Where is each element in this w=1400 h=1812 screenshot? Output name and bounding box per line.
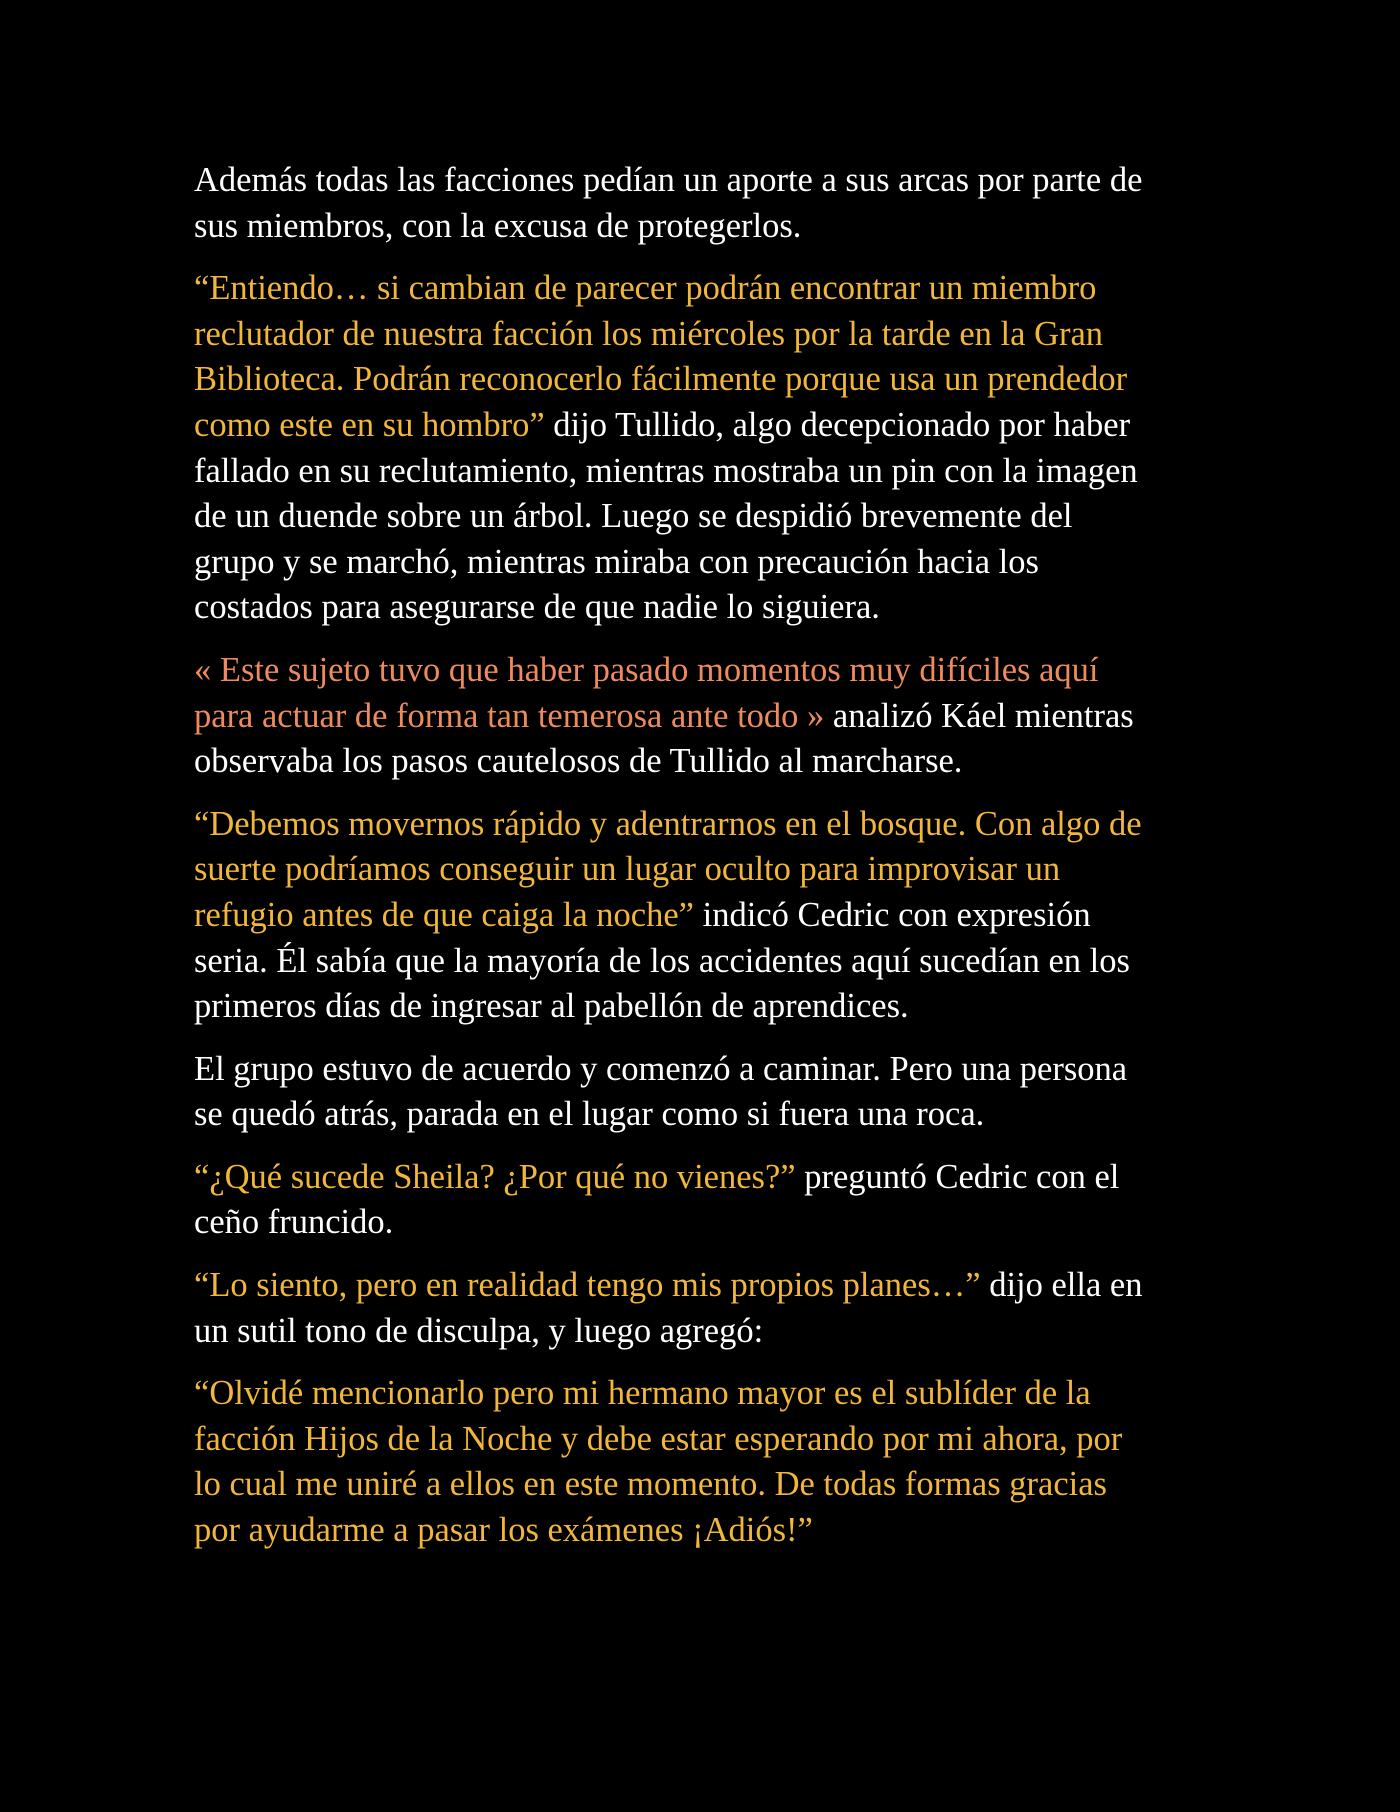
thought-text: para actuar de forma tan temerosa ante todo » (194, 696, 825, 735)
dialogue-text: refugio antes de que caiga la noche” (194, 895, 694, 934)
text-line (194, 739, 1214, 785)
narration-text: seria. Él sabía que la mayoría de los accidentes aquí sucedían en los (194, 941, 1130, 980)
paragraph (194, 158, 1214, 249)
text-line (194, 984, 1214, 1030)
text-line (194, 1371, 1214, 1417)
text-line (194, 648, 1214, 694)
text-line (194, 847, 1214, 893)
text-line (194, 1092, 1214, 1138)
thought-text: « Este sujeto tuvo que haber pasado momentos muy difíciles aquí (194, 650, 1099, 689)
text-line (194, 540, 1214, 586)
narration-text: se quedó atrás, parada en el lugar como si fuera una roca. (194, 1095, 985, 1134)
dialogue-text: “Lo siento, pero en realidad tengo mis propios planes…” (194, 1266, 981, 1305)
text-line (194, 1200, 1214, 1246)
narration-text: indicó Cedric con expresión (694, 895, 1091, 934)
narration-text: observaba los pasos cautelosos de Tullido al marcharse. (194, 742, 963, 781)
narration-text: preguntó Cedric con el (795, 1157, 1120, 1196)
narration-text: grupo y se marchó, mientras miraba con precaución hacia los (194, 542, 1039, 581)
text-line (194, 494, 1214, 540)
dialogue-text: “Olvidé mencionarlo pero mi hermano mayor es el sublíder de la (194, 1374, 1091, 1413)
paragraph (194, 802, 1214, 1030)
narration-text: Además todas las facciones pedían un aporte a sus arcas por parte de (194, 161, 1143, 199)
text-line (194, 802, 1214, 848)
narration-text: ceño fruncido. (194, 1203, 394, 1242)
text-line (194, 585, 1214, 631)
narration-text: dijo ella en (980, 1266, 1143, 1305)
text-line (194, 403, 1214, 449)
book-page (194, 158, 1214, 1571)
dialogue-text: “Debemos movernos rápido y adentrarnos en el bosque. Con algo de (194, 804, 1142, 843)
narration-text: fallado en su reclutamiento, mientras mostraba un pin con la imagen (194, 451, 1138, 490)
paragraph (194, 266, 1214, 631)
text-line (194, 939, 1214, 985)
narration-text: primeros días de ingresar al pabellón de aprendices. (194, 987, 909, 1026)
text-line (194, 204, 1214, 250)
text-line (194, 1155, 1214, 1201)
narration-text: analizó Káel mientras (824, 696, 1134, 735)
paragraph (194, 1047, 1214, 1138)
text-line (194, 694, 1214, 740)
narration-text: El grupo estuvo de acuerdo y comenzó a caminar. Pero una persona (194, 1049, 1128, 1088)
text-line (194, 1047, 1214, 1093)
dialogue-text: “Entiendo… si cambian de parecer podrán encontrar un miembro (194, 269, 1097, 308)
paragraph (194, 1371, 1214, 1553)
text-line (194, 1263, 1214, 1309)
dialogue-text: “¿Qué sucede Sheila? ¿Por qué no vienes?” (194, 1157, 796, 1196)
text-line (194, 357, 1214, 403)
text-line (194, 312, 1214, 358)
dialogue-text: Biblioteca. Podrán reconocerlo fácilmente porque usa un prendedor (194, 360, 1128, 399)
text-line (194, 158, 1214, 204)
text-line (194, 449, 1214, 495)
text-line (194, 893, 1214, 939)
narration-text: un sutil tono de disculpa, y luego agregó: (194, 1311, 764, 1350)
text-line (194, 266, 1214, 312)
narration-text: dijo Tullido, algo decepcionado por haber (544, 405, 1131, 444)
text-line (194, 1309, 1214, 1355)
paragraph (194, 1263, 1214, 1354)
text-line (194, 1462, 1214, 1508)
text-line (194, 1417, 1214, 1463)
dialogue-text: como este en su hombro” (194, 405, 545, 444)
dialogue-text: facción Hijos de la Noche y debe estar esperando por mi ahora, por (194, 1419, 1123, 1458)
dialogue-text: lo cual me uniré a ellos en este momento. De todas formas gracias (194, 1465, 1107, 1504)
paragraph (194, 648, 1214, 785)
text-line (194, 1508, 1214, 1554)
paragraph (194, 1155, 1214, 1246)
dialogue-text: por ayudarme a pasar los exámenes ¡Adiós!” (194, 1511, 813, 1550)
dialogue-text: reclutador de nuestra facción los miércoles por la tarde en la Gran (194, 314, 1104, 353)
narration-text: de un duende sobre un árbol. Luego se despidió brevemente del (194, 497, 1073, 536)
narration-text: sus miembros, con la excusa de protegerlos. (194, 206, 802, 245)
narration-text: costados para asegurarse de que nadie lo siguiera. (194, 588, 880, 627)
dialogue-text: suerte podríamos conseguir un lugar oculto para improvisar un (194, 850, 1061, 889)
